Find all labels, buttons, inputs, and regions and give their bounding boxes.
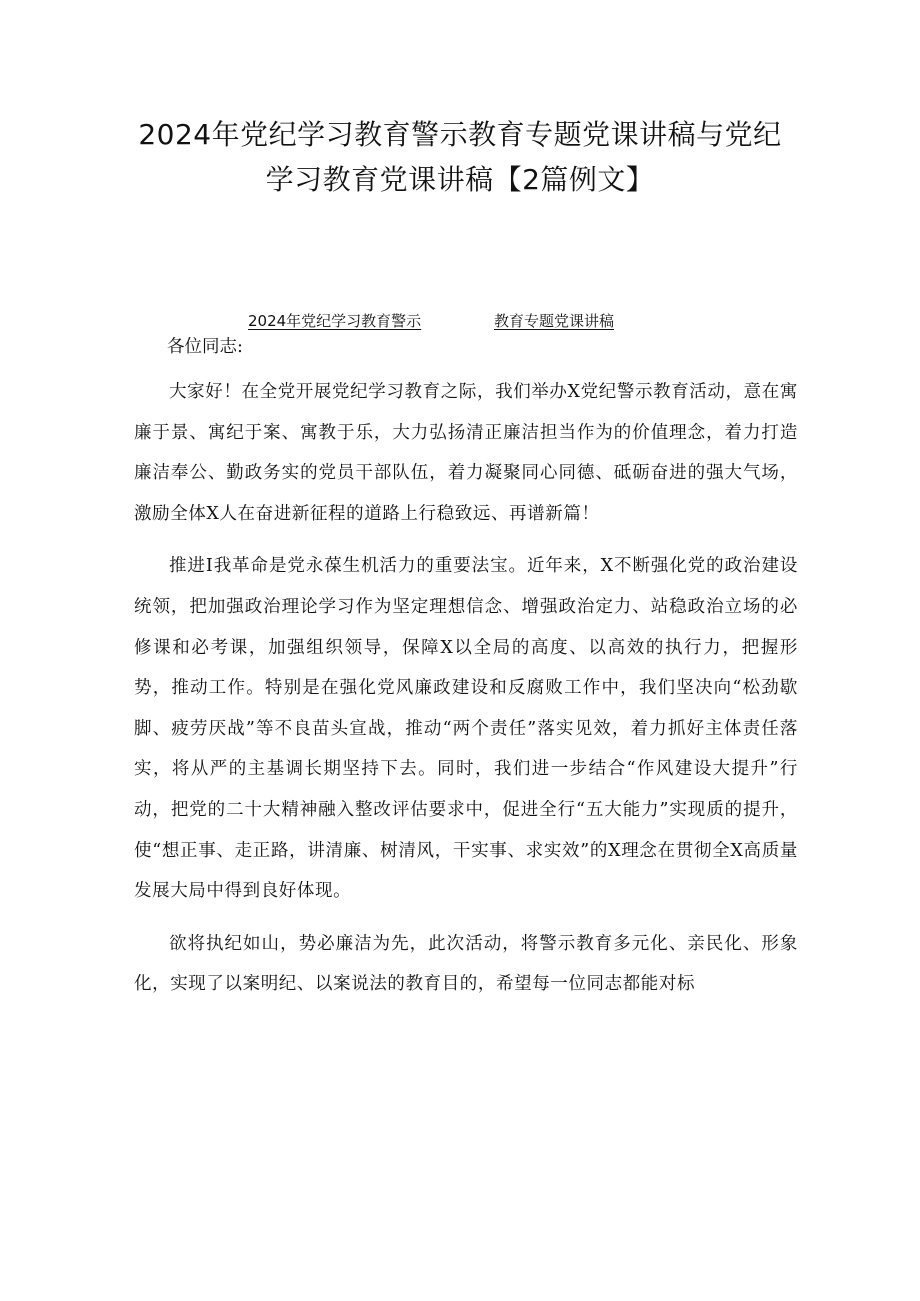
document-title-line-1: 2024年党纪学习教育警示教育专题党课讲稿与党纪	[138, 118, 782, 151]
greeting: 各位同志:	[167, 337, 243, 357]
section-heading	[0, 309, 920, 333]
section-heading-part-1: 2024年党纪学习教育警示	[248, 312, 422, 330]
document-title-line-2: 学习教育党课讲稿【2篇例文】	[265, 163, 655, 196]
body-paragraph-3: 欲将执纪如山，势必廉洁为先，此次活动，将警示教育多元化、亲民化、形象化，实现了以案明纪、以案说法的教育目的，希望每一位同志都能对标	[134, 933, 798, 995]
document-body	[134, 372, 798, 1017]
document-title	[0, 112, 920, 202]
section-heading-part-2: 教育专题党课讲稿	[494, 312, 615, 330]
body-paragraph-2: 推进I我革命是党永葆生机活力的重要法宝。近年来，X不断强化党的政治建设统领，把加强政治理论学习作为坚定理想信念、增强政治定力、站稳政治立场的必修课和必考课，加强组织领导，保障X以全局的高度、以高效的执行力，把握形势，推动工作。特别是在强化党风廉政建设和反腐败工作中，我们坚决向“松劲歇脚、疲劳厌战”等不良苗头宣战，推动“两个责任”落实见效，着力抓好主体责任落实，将从严的主基调长期坚持下去。同时，我们进一步结合“作风建设大提升”行动，把党的二十大精神融入整改评估要求中，促进全行“五大能力”实现质的提升，使“想正事、走正路，讲清廉、树清风，干实事、求实效”的X理念在贯彻全X高质量发展大局中得到良好体现。	[134, 556, 798, 902]
body-paragraph-1: 大家好！在全党开展党纪学习教育之际，我们举办X党纪警示教育活动，意在寓廉于景、寓纪于案、寓教于乐，大力弘扬清正廉洁担当作为的价值理念，着力打造廉洁奉公、勤政务实的党员干部队伍，着力凝聚同心同德、砥砺奋进的强大气场，激励全体X人在奋进新征程的道路上行稳致远、再谱新篇！	[134, 382, 798, 524]
